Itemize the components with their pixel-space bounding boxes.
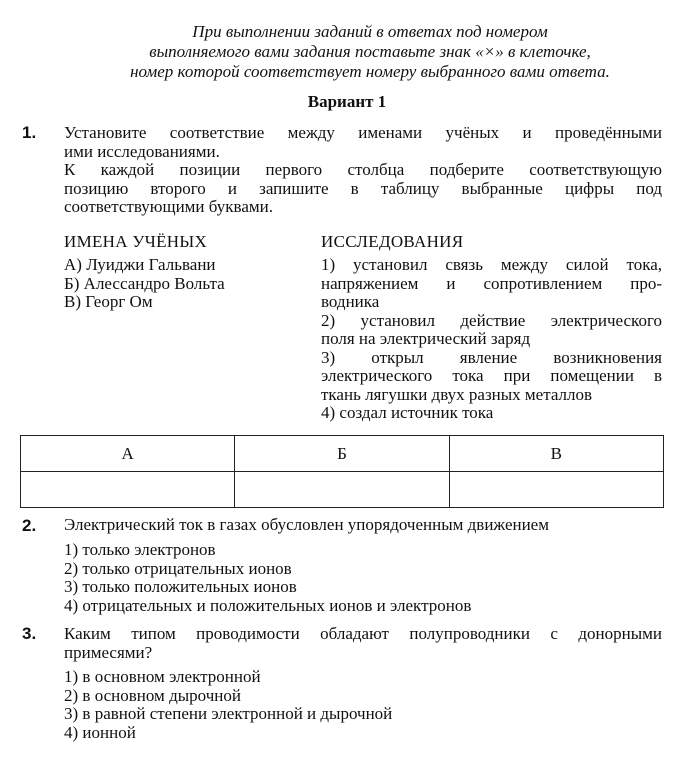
instructions [60, 22, 680, 82]
list-item: напряжением и сопротивлением про- [321, 273, 662, 293]
question-3-line: Каким типом проводимости обладают полупроводники с донорными [64, 624, 662, 643]
list-item: В) Георг Ом [64, 292, 153, 311]
list-item: поля на электрический заряд [321, 329, 531, 348]
list-item: электрического тока при помещении в [321, 366, 662, 385]
question-1-text [64, 124, 662, 217]
answer-cell-b[interactable] [235, 472, 449, 508]
question-3-line: примесями? [64, 642, 153, 662]
list-item: ткань лягушки двух разных металлов [321, 384, 593, 404]
list-item: водника [321, 292, 380, 311]
research-list [321, 256, 662, 423]
answer-header-b: Б [235, 436, 449, 472]
list-item: 4) создал источник тока [321, 403, 494, 422]
list-item: Б) Алессандро Вольта [64, 273, 225, 293]
instructions-line: номер которой соответствует номеру выбранного вами ответа. [130, 62, 610, 81]
question-2-number: 2. [22, 516, 37, 535]
answer-header-a: А [21, 436, 235, 472]
question-2-text: Электрический ток в газах обусловлен упорядоченным движением [64, 515, 549, 534]
instructions-line: При выполнении заданий в ответах под номером [192, 22, 548, 41]
question-3-options [64, 668, 662, 742]
question-1-line: ими исследованиями. [64, 141, 220, 161]
answer-header-v: В [449, 436, 663, 472]
answer-option[interactable]: 4) отрицательных и положительных ионов и электронов [64, 595, 472, 615]
question-3-number: 3. [22, 624, 37, 643]
answer-option[interactable]: 2) в основном дырочной [64, 685, 241, 705]
answer-option[interactable]: 1) только электронов [64, 540, 216, 559]
answer-cell-a[interactable] [21, 472, 235, 508]
question-3-text [64, 625, 662, 662]
answer-option[interactable]: 3) в равной степени электронной и дырочной [64, 704, 393, 723]
question-1-line: соответствующими буквами. [64, 197, 273, 216]
names-column-header: ИМЕНА УЧЁНЫХ [64, 232, 208, 251]
variant-title: Вариант 1 [307, 92, 387, 111]
answer-table [20, 435, 664, 508]
answer-option[interactable]: 3) только положительных ионов [64, 577, 297, 596]
list-item: 3) открыл явление возникновения [321, 347, 662, 367]
answer-option[interactable]: 4) ионной [64, 722, 136, 742]
answer-cell-v[interactable] [449, 472, 663, 508]
list-item: А) Луиджи Гальвани [64, 255, 216, 274]
question-1-line: позицию второго и запишите в таблицу выбранные цифры под [64, 178, 662, 198]
scientists-list [64, 256, 225, 312]
research-column-header: ИССЛЕДОВАНИЯ [321, 232, 464, 251]
question-2-options [64, 541, 662, 615]
answer-option[interactable]: 1) в основном электронной [64, 667, 261, 686]
question-1-line: Установите соответствие между именами учёных и проведёнными [64, 123, 662, 142]
question-1-number: 1. [22, 123, 37, 142]
list-item: 1) установил связь между силой тока, [321, 255, 662, 274]
instructions-line: выполняемого вами задания поставьте знак «×» в клеточке, [149, 42, 591, 61]
list-item: 2) установил действие электрического [321, 310, 662, 330]
question-1-line: К каждой позиции первого столбца подберите соответствующую [64, 160, 662, 179]
answer-option[interactable]: 2) только отрицательных ионов [64, 558, 292, 578]
